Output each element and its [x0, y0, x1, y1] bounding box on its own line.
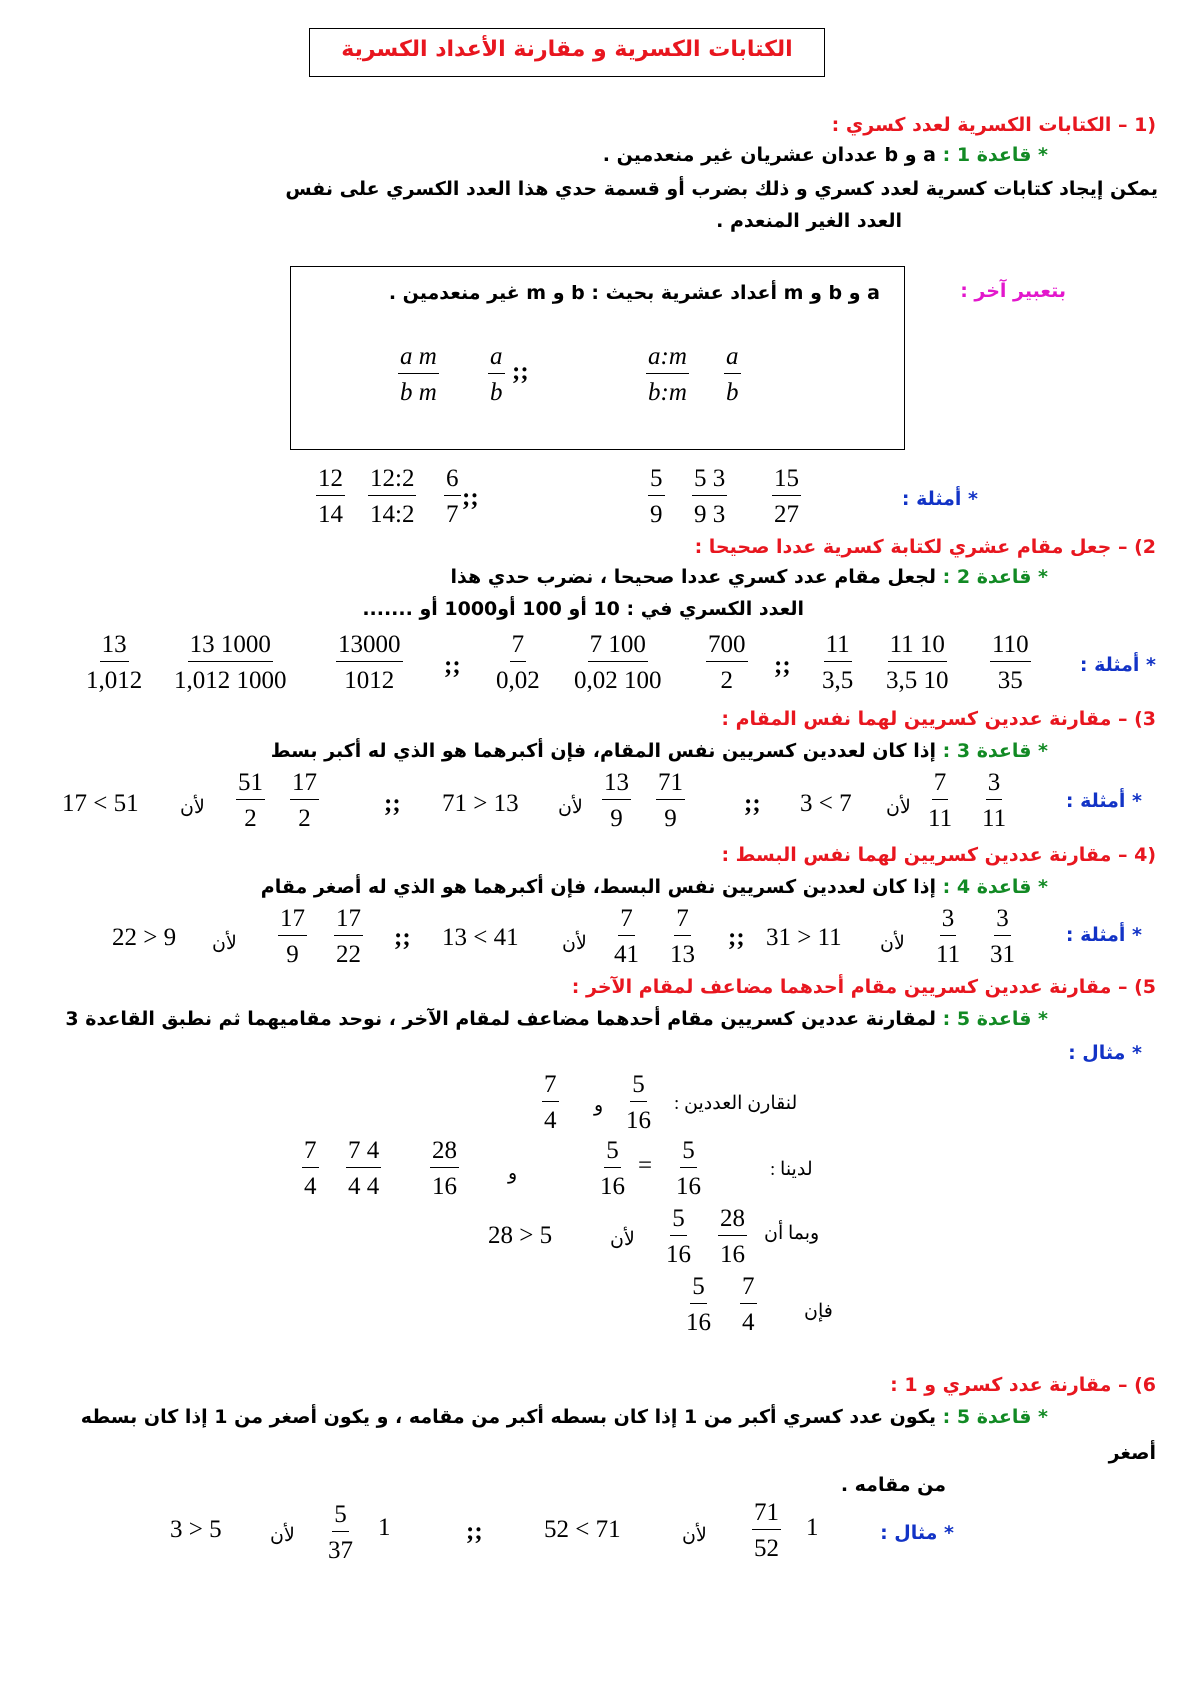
one-value: 1: [378, 1514, 391, 1541]
ex5-fraction-l: $\frac{5}{16}$: [686, 1273, 711, 1336]
ex3-comparison-b: 71 > 13: [442, 790, 519, 817]
rule-1-line3: العدد الغير المنعدم .: [716, 210, 902, 232]
separator: ;;: [444, 652, 461, 679]
ex3-fraction-a1: $\frac{3}{11}$: [982, 769, 1007, 832]
because-label: لأن: [212, 933, 237, 954]
rule-1-label: * قاعدة 1 :: [942, 144, 1048, 166]
ex6-comparison-b: 3 > 5: [170, 1516, 222, 1543]
have-label: لدينا :: [770, 1159, 813, 1180]
section-2-heading: 2) – جعل مقام عشري لكتابة كسرية عددا صحيحا :: [694, 536, 1156, 558]
section-4-heading: (4 – مقارنة عددين كسريين لهما نفس البسط :: [721, 844, 1156, 866]
ex5-fraction-j: $\frac{5}{16}$: [666, 1205, 691, 1268]
ex2-fraction-c2: $\frac{13 1000}{1,012 1000}$: [174, 631, 287, 694]
separator: ;;: [462, 484, 479, 511]
ex3-fraction-c1: $\frac{17}{2}$: [292, 769, 317, 832]
title-box: [309, 28, 825, 77]
ex2-fraction-b2: $\frac{7 100}{0,02 100}$: [574, 631, 662, 694]
rule-6-line3: من مقامه .: [840, 1474, 946, 1496]
and-label: و: [508, 1163, 518, 1184]
rule-1-row: [603, 144, 1048, 166]
ex3-fraction-a2: $\frac{7}{11}$: [928, 769, 953, 832]
separator: ;;: [744, 790, 761, 817]
ex1-fraction-2: $\frac{5 3}{9 3}$: [694, 465, 726, 528]
ex5-fraction-h: $\frac{28}{16}$: [432, 1137, 457, 1200]
ex2-fraction-b1: $\frac{7}{0,02}$: [496, 631, 540, 694]
ex2-fraction-c3: $\frac{13000}{1012}$: [338, 631, 401, 694]
one-value: 1: [806, 1514, 819, 1541]
separator: ;;: [466, 1518, 483, 1545]
ex2-fraction-c1: $\frac{13}{1,012}$: [86, 631, 143, 694]
rule-3-label: * قاعدة 3 :: [942, 740, 1048, 762]
example-label-6: * مثال :: [880, 1522, 954, 1544]
ex1-fraction-5: $\frac{12:2}{14:2}$: [370, 465, 415, 528]
rule-6-label: * قاعدة 5 :: [942, 1406, 1048, 1428]
rule-3-text: إذا كان لعددين كسريين نفس المقام، فإن أكبرهما هو الذي له أكبر بسط: [270, 740, 936, 762]
ex3-fraction-c2: $\frac{51}{2}$: [238, 769, 263, 832]
rule-4-label: * قاعدة 4 :: [942, 876, 1048, 898]
since-label: وبما أن: [764, 1223, 820, 1244]
rule-2-line1: لجعل مقام عدد كسري عددا صحيحا ، نضرب حدي هذا: [450, 566, 936, 588]
because-label: لأن: [880, 933, 905, 954]
ex5-fraction-a: $\frac{5}{16}$: [626, 1071, 651, 1134]
rule-box-statement: a و b و m أعداد عشرية بحيث : b و m غير منعدمين .: [388, 282, 880, 304]
section-5-heading: 5) – مقارنة عددين كسريين مقام أحدهما مضاعف لمقام الآخر :: [571, 976, 1156, 998]
rule-5-text: لمقارنة عددين كسريين مقام أحدهما مضاعف لمقام الآخر ، نوحد مقاميهما ثم نطبق القاعدة 3: [65, 1008, 936, 1030]
separator: ;;: [774, 652, 791, 679]
rule-1-line2: يمكن إيجاد كتابات كسرية لعدد كسري و ذلك بضرب أو قسمة حدي هذا العدد الكسري على نفس: [285, 178, 1158, 200]
fraction-a-div-m: $\frac{a:m}{b:m}$: [648, 343, 687, 406]
ex2-fraction-b3: $\frac{700}{2}$: [708, 631, 746, 694]
ex4-fraction-b2: $\frac{7}{41}$: [614, 905, 639, 968]
ex4-comparison-c: 22 > 9: [112, 924, 177, 951]
because-label: لأن: [270, 1525, 295, 1546]
separator: ;;: [394, 924, 411, 951]
ex4-comparison-a: 31 > 11: [766, 924, 842, 951]
because-label: لأن: [886, 797, 911, 818]
ex5-fraction-i: $\frac{28}{16}$: [720, 1205, 745, 1268]
ex5-fraction-g: $\frac{7 4}{4 4}$: [348, 1137, 380, 1200]
equals-sign: =: [638, 1152, 653, 1179]
ex5-fraction-b: $\frac{7}{4}$: [544, 1071, 557, 1134]
rule-1-line1: a و b عددان عشريان غير منعدمين .: [602, 144, 936, 166]
rule-4-row: [261, 876, 1048, 898]
because-label: لأن: [610, 1229, 635, 1250]
alt-expression-label: بتعبير آخر :: [960, 280, 1066, 302]
examples-label-3: * أمثلة :: [1065, 790, 1142, 812]
rule-5-row: [65, 1008, 1048, 1030]
ex6-fraction-a: $\frac{71}{52}$: [754, 1499, 779, 1562]
examples-label-4: * أمثلة :: [1065, 924, 1142, 946]
ex5-comparison: 28 > 5: [488, 1222, 553, 1249]
section-3-heading: 3) – مقارنة عددين كسريين لهما نفس المقام :: [721, 708, 1156, 730]
rule-5-label: * قاعدة 5 :: [942, 1008, 1048, 1030]
ex5-fraction-k: $\frac{7}{4}$: [742, 1273, 755, 1336]
separator: ;;: [728, 924, 745, 951]
compare-label: لنقارن العددين :: [674, 1093, 798, 1114]
ex3-comparison-c: 17 < 51: [62, 790, 139, 817]
ex5-fraction-e: $\frac{7}{4}$: [304, 1137, 317, 1200]
ex1-fraction-3: $\frac{15}{27}$: [774, 465, 799, 528]
examples-label-2: * أمثلة :: [1079, 654, 1156, 676]
because-label: لأن: [682, 1525, 707, 1546]
ex3-fraction-b1: $\frac{71}{9}$: [658, 769, 683, 832]
ex2-fraction-a3: $\frac{110}{35}$: [992, 631, 1029, 694]
ex3-fraction-b2: $\frac{13}{9}$: [604, 769, 629, 832]
separator: ;;: [384, 790, 401, 817]
ex2-fraction-a2: $\frac{11 10}{3,5 10}$: [886, 631, 949, 694]
rule-2-line2: العدد الكسري في : 10 أو 100 أو1000 أو .......: [362, 598, 804, 620]
rule-3-row: [271, 740, 1048, 762]
example-label-5: * مثال :: [1068, 1042, 1142, 1064]
because-label: لأن: [180, 797, 205, 818]
and-label: و: [594, 1095, 604, 1116]
ex4-fraction-a2: $\frac{3}{11}$: [936, 905, 961, 968]
section-6-heading: 6) – مقارنة عدد كسري و 1 :: [890, 1374, 1156, 1396]
ex4-comparison-b: 13 < 41: [442, 924, 519, 951]
rule-6-line1: يكون عدد كسري أكبر من 1 إذا كان بسطه أكبر من مقامه ، و يكون أصغر من 1 إذا كان بسطه: [80, 1406, 936, 1428]
rule-6-row: [81, 1406, 1048, 1428]
rule-2-label: * قاعدة 2 :: [942, 566, 1048, 588]
page-title: الكتابات الكسرية و مقارنة الأعداد الكسرية: [341, 37, 793, 62]
ex6-comparison-a: 52 < 71: [544, 1516, 621, 1543]
ex1-fraction-6: $\frac{6}{7}$: [446, 465, 459, 528]
because-label: لأن: [562, 933, 587, 954]
ex4-fraction-c1: $\frac{17}{22}$: [336, 905, 361, 968]
ex1-fraction-4: $\frac{12}{14}$: [318, 465, 343, 528]
because-label: لأن: [558, 797, 583, 818]
rule-6-line2: أصغر: [1108, 1442, 1156, 1464]
then-label: فإن: [804, 1301, 833, 1322]
examples-label-1: * أمثلة :: [901, 488, 978, 510]
separator: ;;: [512, 358, 529, 385]
ex5-fraction-c: $\frac{5}{16}$: [676, 1137, 701, 1200]
ex4-fraction-b1: $\frac{7}{13}$: [670, 905, 695, 968]
ex3-comparison-a: 3 < 7: [800, 790, 852, 817]
ex1-fraction-1: $\frac{5}{9}$: [650, 465, 663, 528]
ex2-fraction-a1: $\frac{11}{3,5}$: [822, 631, 854, 694]
ex5-fraction-d: $\frac{5}{16}$: [600, 1137, 625, 1200]
ex4-fraction-c2: $\frac{17}{9}$: [280, 905, 305, 968]
fraction-am-over-bm: $\frac{\text{a m}}{\text{b m}}$: [400, 343, 437, 406]
section-1-heading: (1 – الكتابات الكسرية لعدد كسري :: [831, 114, 1156, 136]
rule-2-row: [451, 566, 1048, 588]
fraction-a-over-b-2: $\frac{a}{b}$: [490, 343, 503, 406]
fraction-a-over-b: $\frac{a}{b}$: [726, 343, 739, 406]
ex4-fraction-a1: $\frac{3}{31}$: [990, 905, 1015, 968]
rule-4-text: إذا كان لعددين كسريين نفس البسط، فإن أكبرهما هو الذي له أصغر مقام: [260, 876, 936, 898]
ex6-fraction-b: $\frac{5}{37}$: [328, 1501, 353, 1564]
